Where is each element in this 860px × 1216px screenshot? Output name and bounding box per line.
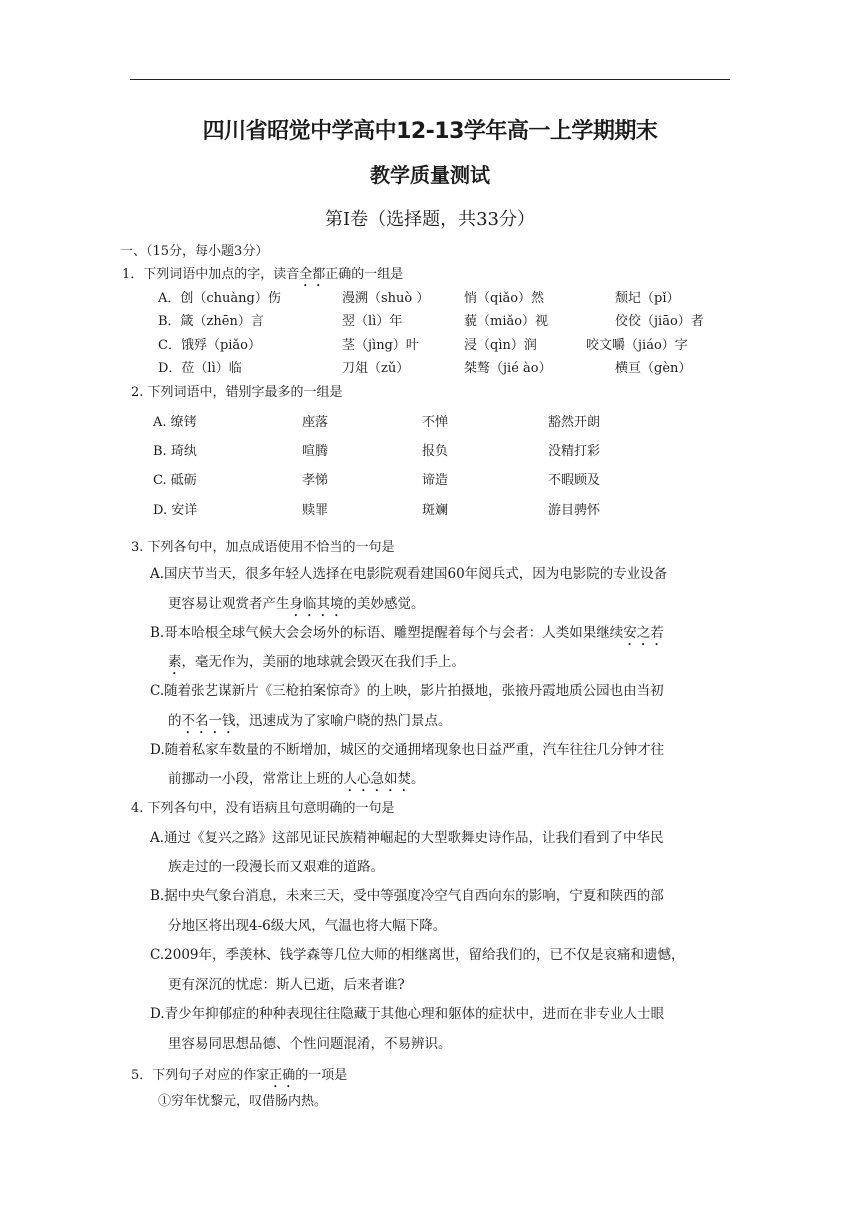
q2-b2: 喧腾 bbox=[302, 444, 329, 459]
q1-option-b3: 藐（miǎo）视 bbox=[464, 314, 549, 329]
q1-option-d2: 刀俎（zǔ） bbox=[342, 361, 410, 376]
q3-option-a-line2: 更容易让观赏者产生身临其境的美妙感觉。 bbox=[168, 596, 425, 612]
exam-title: 四川省昭觉中学高中12-13学年高一上学期期末 bbox=[202, 119, 658, 144]
q1-option-a2: 漫溯（shuò ） bbox=[342, 291, 430, 306]
q2-d4: 游目骋怀 bbox=[548, 503, 601, 518]
q3-stem: 3. 下列各句中，加点成语使用不恰当的一句是 bbox=[131, 540, 395, 555]
q1-option-d1: D．莅（lì）临 bbox=[158, 361, 242, 376]
q1-option-b2: 翌（lì）年 bbox=[342, 314, 403, 329]
q2-d3: 斑斓 bbox=[422, 503, 449, 518]
q1-option-c3: 浸（qìn）润 bbox=[464, 338, 537, 353]
q4-option-c-line1: C.2009年，季羡林、钱学森等几位大师的相继离世，留给我们的，已不仅是哀痛和遗憾， bbox=[150, 947, 685, 963]
q4-option-d-line1: D.青少年抑郁症的种种表现往往隐藏于其他心理和躯体的症状中，进而在非专业人士眼 bbox=[150, 1006, 665, 1022]
q2-a4: 豁然开朗 bbox=[548, 415, 601, 430]
q1-stem: 1．下列词语中加点的字，读音全都正确的一组是 bbox=[122, 267, 404, 282]
q2-c1: C. 砥砺 bbox=[153, 473, 197, 488]
q2-b3: 报负 bbox=[422, 444, 449, 459]
exam-subtitle: 教学质量测试 bbox=[370, 163, 490, 187]
q3-option-d-line1: D.随着私家车数量的不断增加，城区的交通拥堵现象也日益严重，汽车往往几分钟才往 bbox=[150, 742, 665, 758]
q2-a3: 不惮 bbox=[422, 415, 449, 430]
q5-item-1: ①穷年忧黎元，叹借肠内热。 bbox=[158, 1094, 328, 1109]
q2-c2: 孝悌 bbox=[302, 473, 329, 488]
q4-option-a-line1: A.通过《复兴之路》这部见证民族精神崛起的大型歌舞史诗作品，让我们看到了中华民 bbox=[150, 830, 664, 846]
q1-option-b4: 佼佼（jiāo）者 bbox=[615, 314, 704, 329]
q3-option-b-line2: 素，毫无作为，美丽的地球就会毁灭在我们手上。 bbox=[168, 654, 465, 670]
q2-a2: 座落 bbox=[302, 415, 329, 430]
q1-option-c4: 咬文嚼（jiáo）字 bbox=[586, 338, 688, 353]
q4-option-b-line2: 分地区将出现4-6级大风，气温也将大幅下降。 bbox=[168, 918, 447, 934]
q3-option-c-line2: 的不名一钱，迅速成为了家喻户晓的热门景点。 bbox=[168, 713, 452, 729]
q1-option-a1: A．创（chuàng）伤 bbox=[158, 291, 281, 306]
q1-option-b1: B．箴（zhēn）言 bbox=[158, 314, 264, 329]
q1-option-d4: 横亘（gèn） bbox=[615, 361, 692, 376]
q2-stem: 2. 下列词语中，错别字最多的一组是 bbox=[131, 385, 343, 400]
q1-option-c1: C．饿殍（piǎo） bbox=[158, 338, 262, 353]
q4-option-a-line2: 族走过的一段漫长而又艰难的道路。 bbox=[168, 859, 384, 875]
q2-c4: 不暇顾及 bbox=[548, 473, 601, 488]
q2-d2: 赎罪 bbox=[302, 503, 329, 518]
q2-b4: 没精打彩 bbox=[548, 444, 601, 459]
q1-option-d3: 桀骜（jié ào） bbox=[464, 361, 552, 376]
q3-option-c-line1: C.随着张艺谋新片《三枪拍案惊奇》的上映，影片拍摄地，张掖丹霞地质公园也由当初 bbox=[150, 683, 664, 699]
q2-d1: D. 安详 bbox=[153, 503, 198, 518]
q4-option-d-line2: 里容易同思想品德、个性问题混淆，不易辨识。 bbox=[168, 1036, 452, 1052]
part-heading: 一、（15分，每小题3分） bbox=[120, 244, 269, 259]
q4-option-c-line2: 更有深沉的忧虑：斯人已逝，后来者谁? bbox=[168, 977, 405, 993]
q2-c3: 谛造 bbox=[422, 473, 449, 488]
section-title: 第Ⅰ卷（选择题，共33分） bbox=[324, 209, 535, 230]
q5-stem: 5．下列句子对应的作家正确的一项是 bbox=[131, 1068, 348, 1083]
q3-option-b-line1: B.哥本哈根全球气候大会会场外的标语、雕塑提醒着每个与会者：人类如果继续安之若 bbox=[150, 625, 664, 641]
header-rule bbox=[130, 79, 730, 80]
q2-b1: B. 琦纨 bbox=[153, 444, 197, 459]
q1-option-a3: 悄（qiǎo）然 bbox=[464, 291, 545, 306]
q4-stem: 4. 下列各句中，没有语病且句意明确的一句是 bbox=[131, 801, 395, 816]
q3-option-a-line1: A.国庆节当天，很多年轻人选择在电影院观看建国60年阅兵式，因为电影院的专业设备 bbox=[150, 566, 668, 582]
q4-option-b-line1: B.据中央气象台消息，未来三天，受中等强度冷空气自西向东的影响，宁夏和陕西的部 bbox=[150, 888, 664, 904]
q3-option-d-line2: 前挪动一小段，常常让上班的人心急如焚。 bbox=[168, 771, 425, 787]
q1-option-a4: 颓圮（pǐ） bbox=[615, 291, 680, 306]
q1-option-c2: 茎（jìng）叶 bbox=[342, 338, 419, 353]
q2-a1: A. 缭铐 bbox=[153, 415, 197, 430]
